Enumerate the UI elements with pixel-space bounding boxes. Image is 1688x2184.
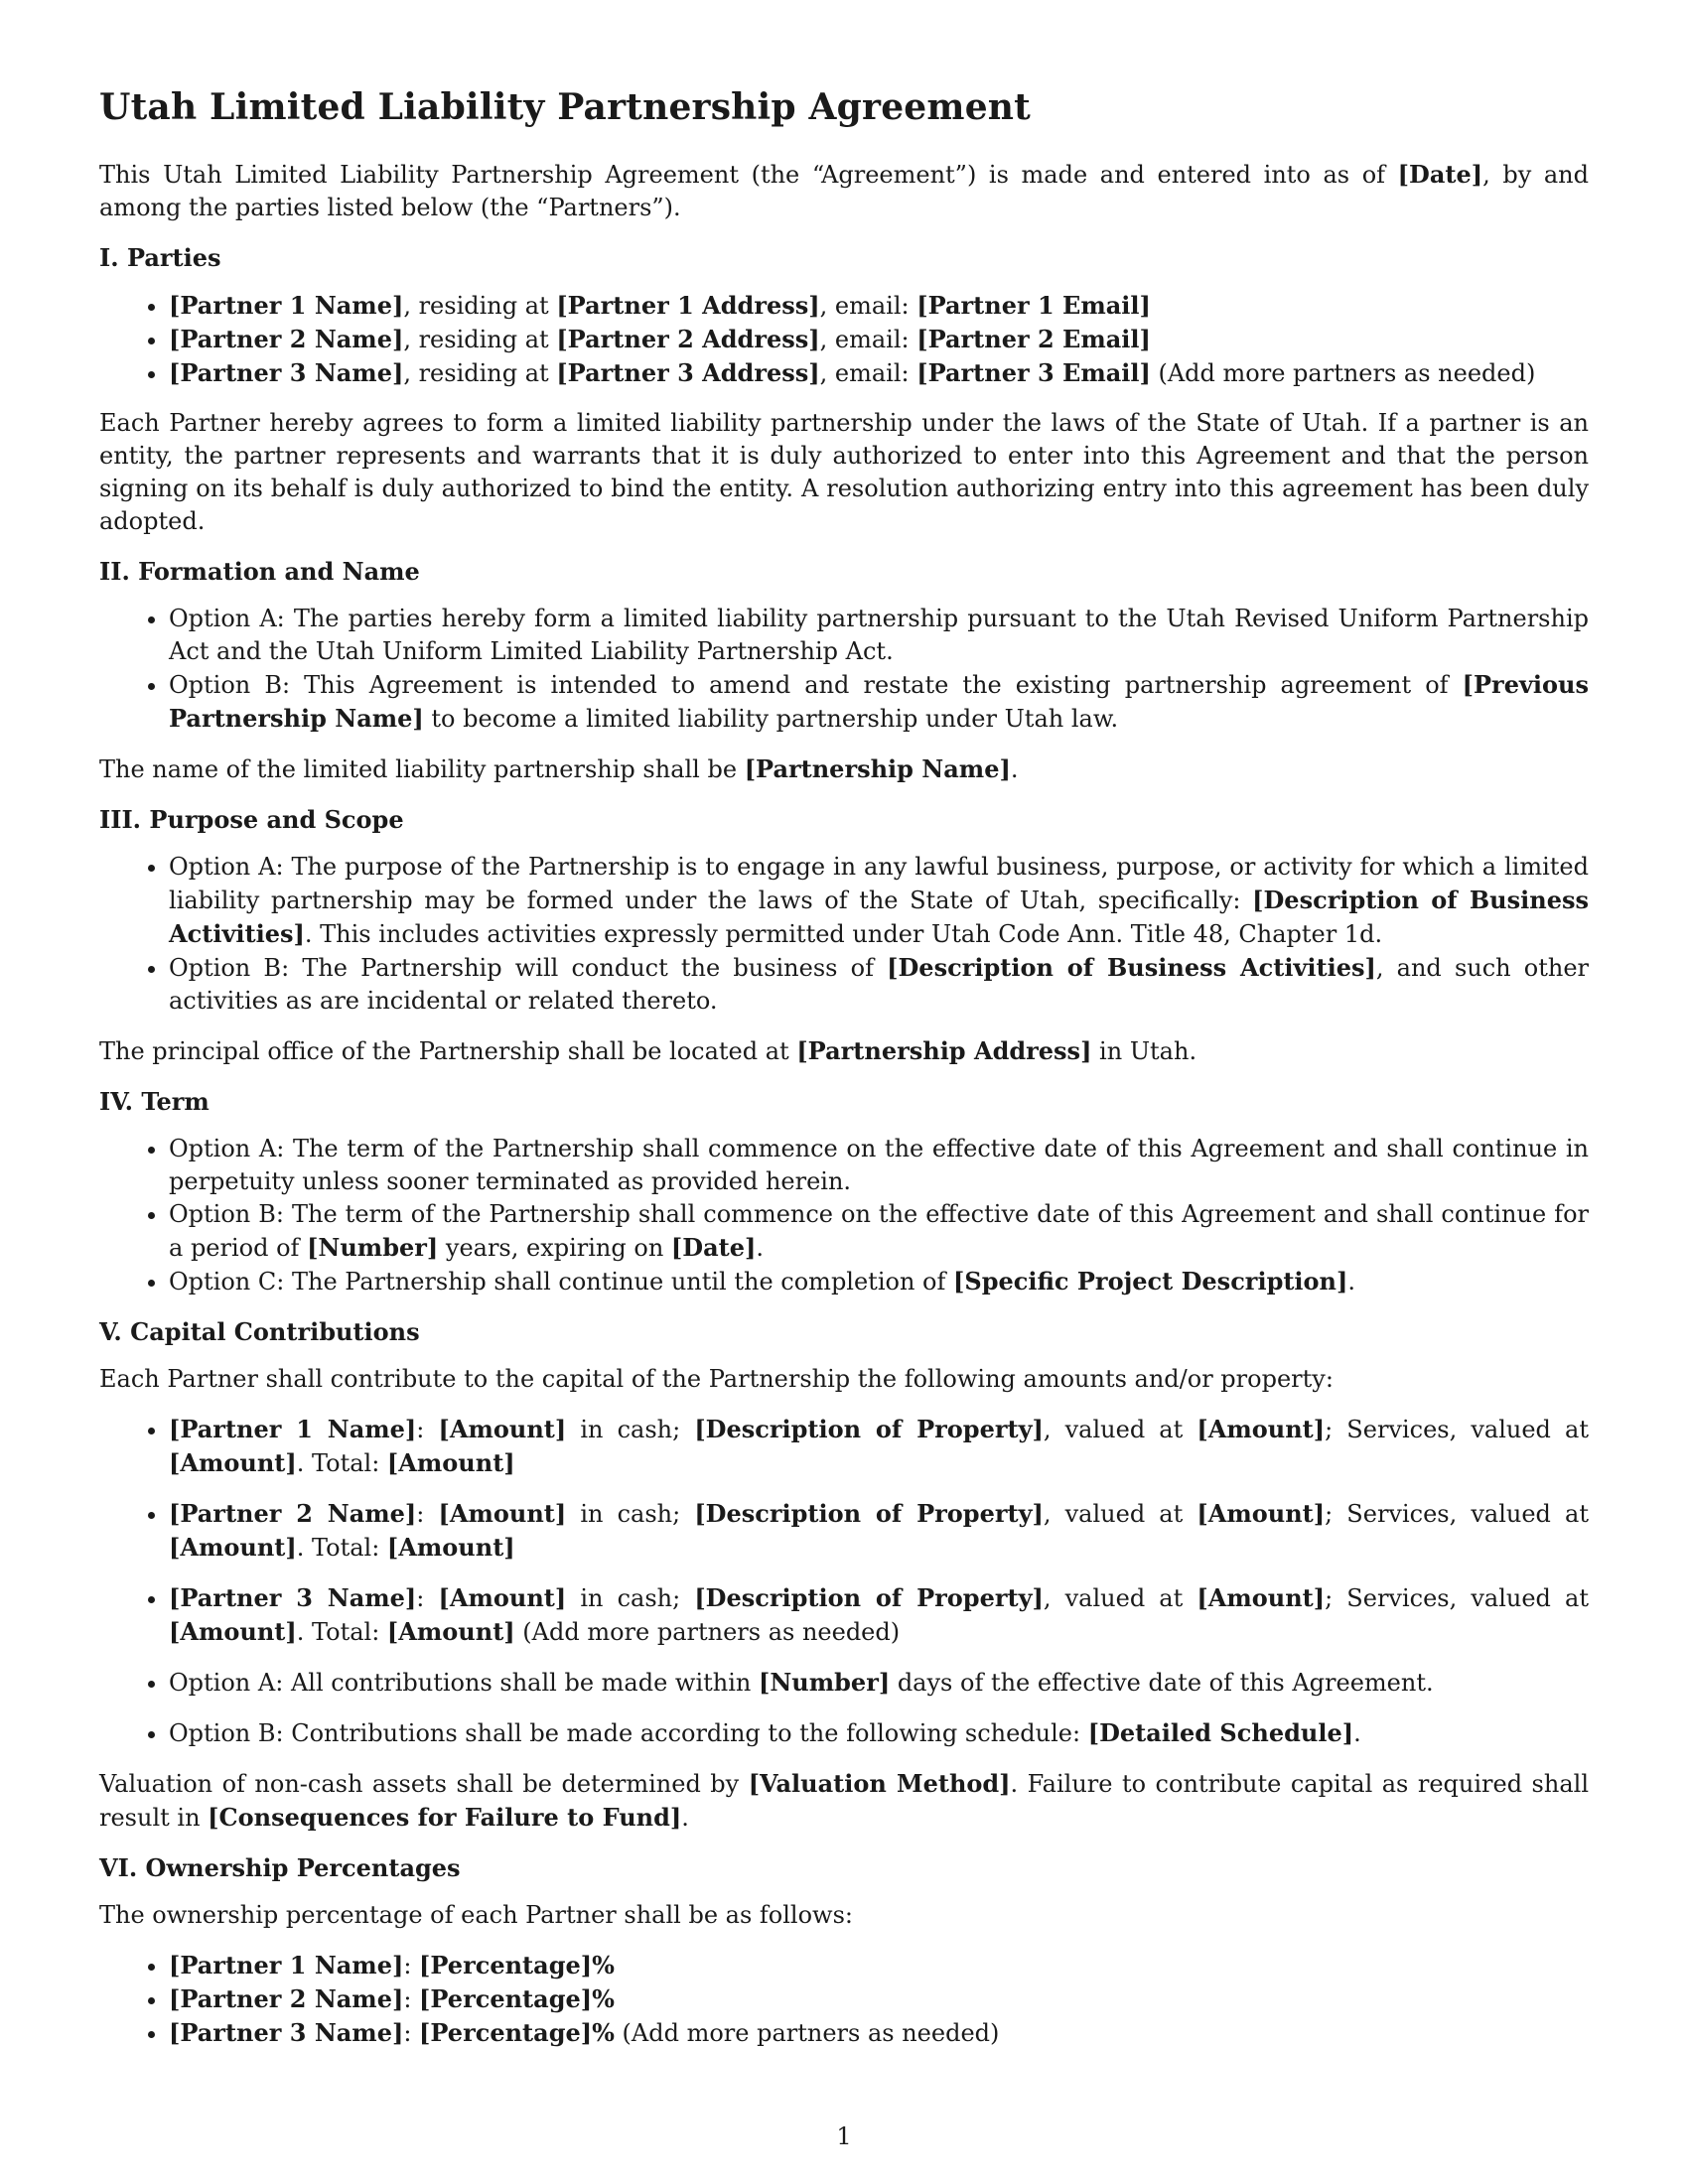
principal-office-paragraph: The principal office of the Partnership shall be located at [Partnership Address] in Utah. bbox=[99, 1036, 1197, 1066]
ownership-intro: The ownership percentage of each Partner shall be as follows: bbox=[99, 1901, 853, 1930]
section-heading-capital: V. Capital Contributions bbox=[99, 1317, 420, 1347]
document-title: Utah Limited Liability Partnership Agreement bbox=[99, 86, 1032, 128]
capital-intro: Each Partner shall contribute to the capital of the Partnership the following amounts and/or property: bbox=[99, 1365, 1334, 1394]
list-item: • [Partner 2 Name], residing at [Partner 2 Address], email: [Partner 2 Email] bbox=[169, 323, 1589, 356]
list-item: • [Partner 1 Name]: [Percentage]% bbox=[169, 1949, 1589, 1982]
list-item: • Option C: The Partnership shall continue until the completion of [Specific Project Description]. bbox=[169, 1265, 1589, 1298]
list-item: • [Partner 2 Name]: [Amount] in cash; [Description of Property], valued at [Amount]; Services, valued at [Amount]. Total: [Amount] bbox=[169, 1497, 1589, 1565]
section-heading-ownership: VI. Ownership Percentages bbox=[99, 1853, 461, 1883]
list-item: • [Partner 3 Name]: [Amount] in cash; [Description of Property], valued at [Amount]; Services, valued at [Amount]. Total: [Amount] (Add more partners as needed) bbox=[169, 1581, 1589, 1649]
purpose-options bbox=[99, 851, 1589, 1018]
list-item: • [Partner 1 Name], residing at [Partner 1 Address], email: [Partner 1 Email] bbox=[169, 289, 1589, 323]
partnership-name-paragraph: The name of the limited liability partnership shall be [Partnership Name]. bbox=[99, 754, 1019, 784]
section-heading-term: IV. Term bbox=[99, 1087, 210, 1117]
formation-options bbox=[99, 603, 1589, 736]
list-item: • Option A: The term of the Partnership shall commence on the effective date of this Agreement and shall continue in perpetuity unless sooner terminated as provided herein. bbox=[169, 1133, 1589, 1198]
list-item: • Option A: The parties hereby form a limited liability partnership pursuant to the Utah Revised Uniform Partnership Act and the Utah Uniform Limited Liability Partnership Act. bbox=[169, 603, 1589, 668]
list-item: • Option B: This Agreement is intended to amend and restate the existing partnership agreement of [Previous Partnership Name] to become a limited liability partnership under Utah law. bbox=[169, 668, 1589, 736]
list-item: • Option B: Contributions shall be made according to the following schedule: [Detailed Schedule]. bbox=[169, 1716, 1589, 1750]
list-item: • Option B: The term of the Partnership shall commence on the effective date of this Agreement and shall continue for a period of [Number] years, expiring on [Date]. bbox=[169, 1198, 1589, 1265]
document-page bbox=[99, 87, 1589, 2067]
term-options bbox=[99, 1133, 1589, 1298]
section-heading-formation: II. Formation and Name bbox=[99, 557, 420, 587]
section-heading-parties: I. Parties bbox=[99, 243, 221, 273]
list-item: • [Partner 2 Name]: [Percentage]% bbox=[169, 1982, 1589, 2016]
list-item: • Option A: All contributions shall be made within [Number] days of the effective date of this Agreement. bbox=[169, 1666, 1589, 1700]
page-number: 1 bbox=[836, 2122, 852, 2150]
list-item: • Option A: The purpose of the Partnership is to engage in any lawful business, purpose, or activity for which a limited liability partnership may be formed under the laws of the State of Utah, specifically: [Description of Business Activities]. This includes activities expressly permitted under Utah Code Ann. Title 48, Chapter 1d. bbox=[169, 851, 1589, 951]
intro-paragraph: This Utah Limited Liability Partnership Agreement (the “Agreement”) is made and entered into as of [Date], by and among the parties listed below (the “Partners”). bbox=[99, 160, 1590, 222]
list-item: • Option B: The Partnership will conduct the business of [Description of Business Activities], and such other activities as are incidental or related thereto. bbox=[169, 951, 1589, 1018]
date-placeholder: [Date] bbox=[1397, 160, 1483, 190]
list-item: • [Partner 3 Name]: [Percentage]% (Add more partners as needed) bbox=[169, 2016, 1589, 2050]
parties-list bbox=[99, 289, 1589, 390]
ownership-list bbox=[99, 1949, 1589, 2050]
section-heading-purpose: III. Purpose and Scope bbox=[99, 805, 404, 835]
valuation-paragraph: Valuation of non-cash assets shall be determined by [Valuation Method]. Failure to contribute capital as required shall result in [Consequences for Failure to Fund]. bbox=[99, 1769, 1589, 1833]
list-item: • [Partner 1 Name]: [Amount] in cash; [Description of Property], valued at [Amount]; Services, valued at [Amount]. Total: [Amount] bbox=[169, 1413, 1589, 1480]
parties-paragraph: Each Partner hereby agrees to form a limited liability partnership under the laws of the State of Utah. If a partner is an entity, the partner represents and warrants that it is duly authorized to enter into this Agreement and that the person signing on its behalf is duly authorized to bind the entity. A resolution authorizing entry into this agreement has been duly adopted. bbox=[99, 409, 1589, 536]
list-item: • [Partner 3 Name], residing at [Partner 3 Address], email: [Partner 3 Email] (Add more partners as needed) bbox=[169, 356, 1589, 390]
capital-list bbox=[99, 1413, 1589, 1750]
